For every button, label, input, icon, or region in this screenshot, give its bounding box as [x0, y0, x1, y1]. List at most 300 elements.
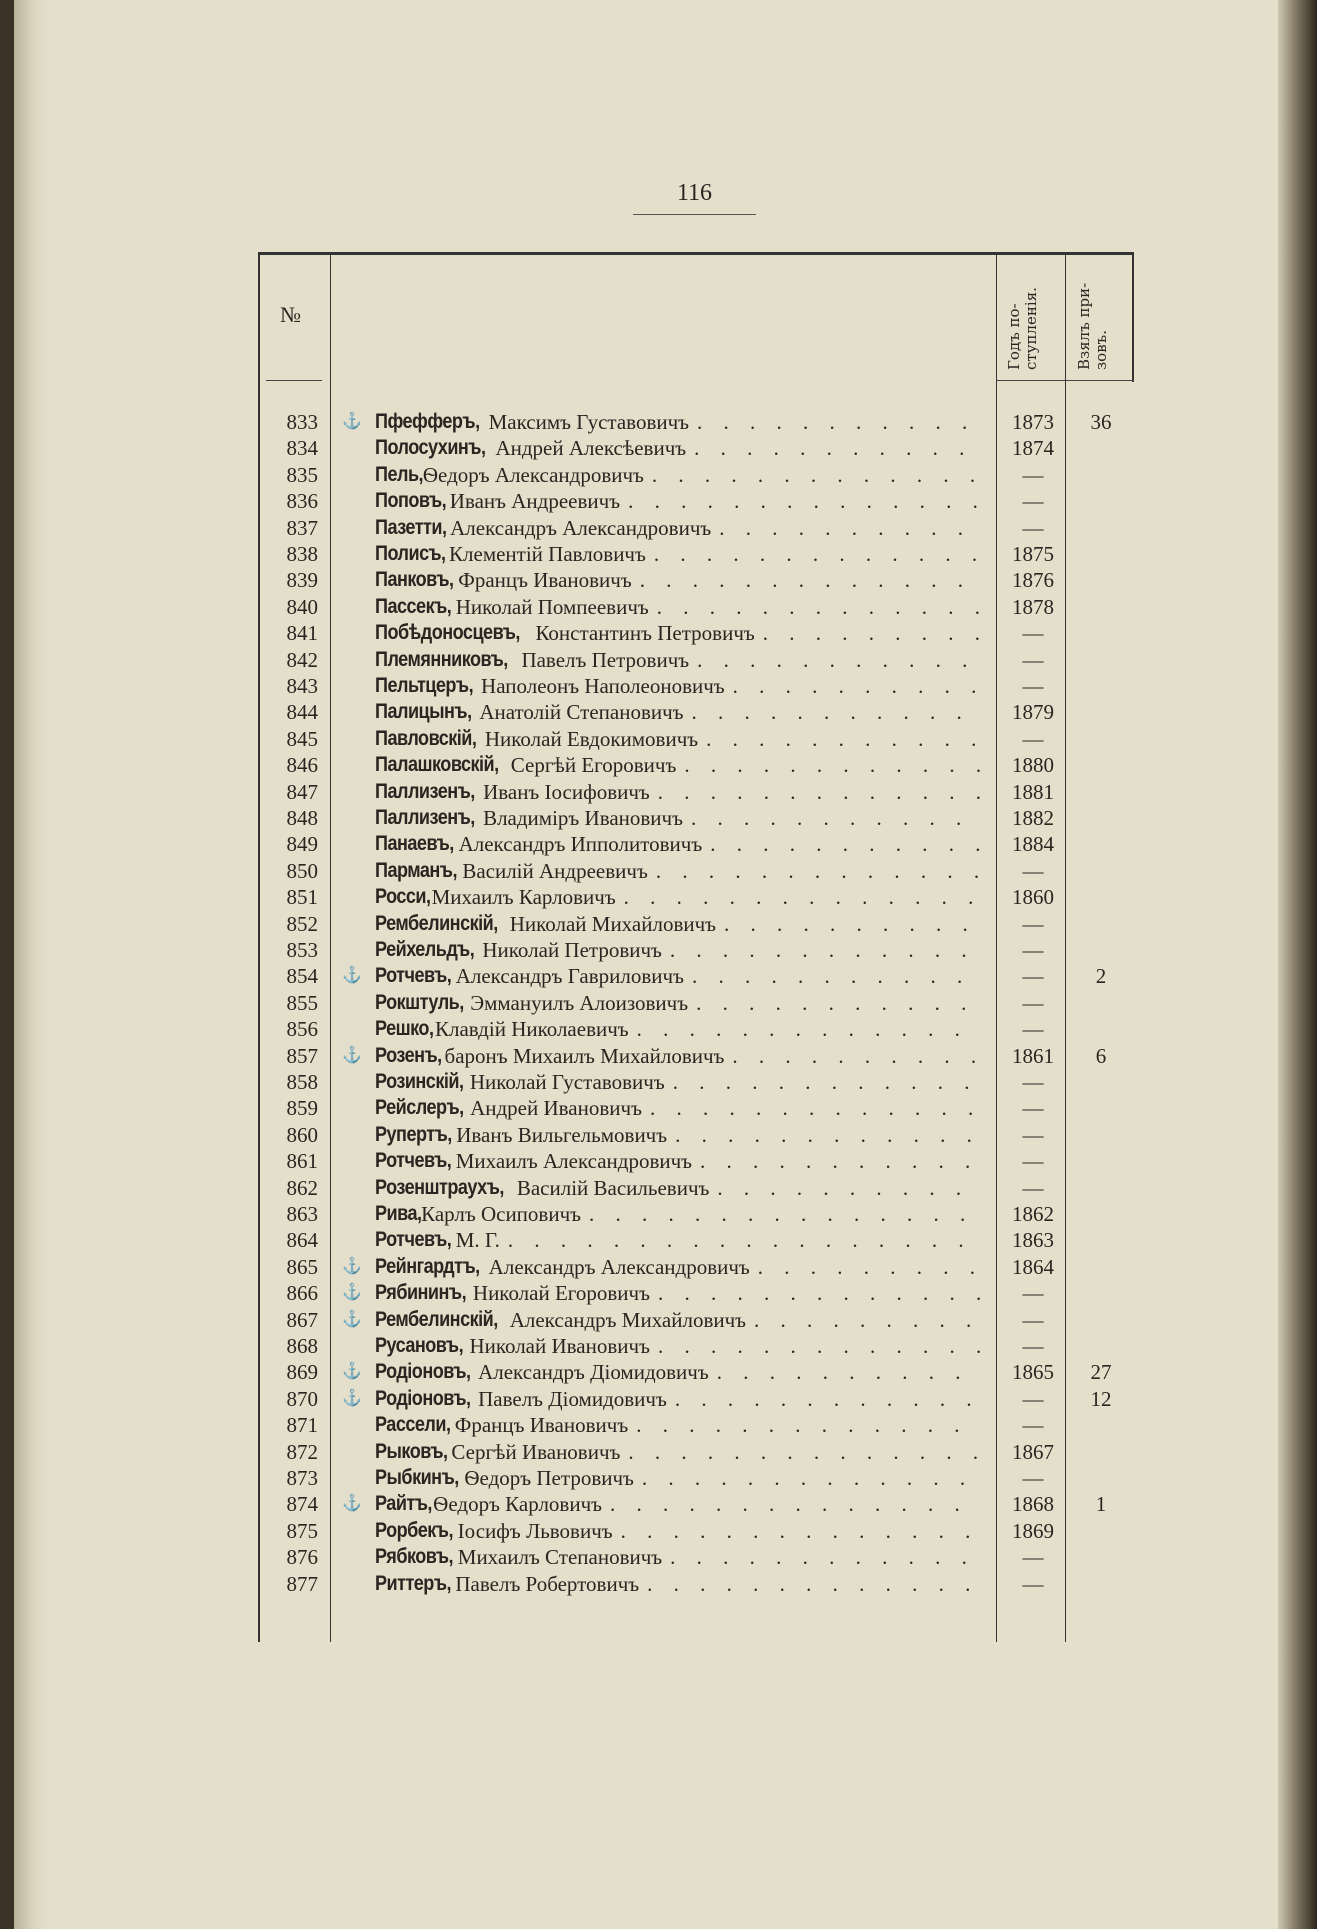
row-number: 868 — [286, 1334, 318, 1358]
table-row — [258, 1122, 1134, 1148]
given-names: М. Г. — [455, 1228, 500, 1253]
row-number: 863 — [286, 1202, 318, 1226]
row-number: 870 — [286, 1386, 318, 1411]
leader-dots — [581, 1201, 980, 1227]
person-name — [375, 1201, 980, 1227]
year-of-entry: 1860 — [1012, 885, 1054, 910]
person-name — [375, 1122, 980, 1148]
person-name — [375, 1491, 980, 1517]
row-number: 874 — [286, 1492, 318, 1517]
person-name — [375, 1333, 980, 1359]
table-top-border — [258, 252, 1134, 255]
surname: Пассекъ, — [375, 594, 452, 618]
given-names: Сергѣй Ивановичъ — [451, 1439, 621, 1464]
person-name — [375, 858, 980, 884]
person-name — [375, 726, 980, 752]
year-of-entry: 1884 — [1012, 832, 1054, 857]
row-number: 845 — [286, 726, 318, 751]
page-number-rule — [633, 214, 756, 215]
row-number: 834 — [286, 436, 318, 461]
leader-dots — [650, 1280, 980, 1306]
leader-dots — [688, 990, 980, 1016]
prizes-taken: 1 — [1095, 1492, 1107, 1517]
surname: Ротчевъ, — [375, 1228, 452, 1252]
leader-dots — [620, 1439, 980, 1465]
table-row — [258, 1386, 1134, 1412]
surname: Племянниковъ, — [375, 647, 508, 671]
row-number: 852 — [286, 911, 318, 936]
table-row — [258, 963, 1134, 989]
surname: Розинскій, — [375, 1070, 464, 1093]
given-names: Иванъ Іосифовичъ — [483, 779, 650, 804]
table-row — [258, 779, 1134, 805]
year-of-entry: — — [1022, 1122, 1044, 1147]
year-of-entry: — — [1022, 515, 1044, 540]
leader-dots — [639, 1571, 980, 1597]
table-row — [258, 1544, 1134, 1570]
prizes-taken: 12 — [1090, 1386, 1112, 1411]
surname: Поповъ, — [375, 489, 447, 513]
person-name — [375, 1571, 980, 1597]
surname: Панаевъ, — [375, 832, 454, 856]
given-names: Эммануилъ Алоизовичъ — [470, 990, 689, 1015]
person-name — [375, 1227, 980, 1253]
person-name — [375, 990, 980, 1016]
anchor-icon: ⚓ — [342, 1284, 362, 1302]
surname: Побѣдоносцевъ, — [375, 621, 520, 645]
surname: Рейнгардтъ, — [375, 1254, 480, 1278]
row-number: 855 — [286, 990, 318, 1015]
leader-dots — [667, 1386, 980, 1412]
table-row — [258, 1412, 1134, 1438]
row-number: 858 — [286, 1070, 318, 1094]
year-of-entry: 1880 — [1012, 753, 1054, 778]
surname: Рейхельдъ, — [375, 938, 475, 961]
year-of-entry: — — [1022, 1307, 1044, 1332]
register-table — [258, 252, 1134, 1642]
given-names: Александръ Гавриловичъ — [455, 964, 684, 989]
row-number: 864 — [286, 1228, 318, 1253]
year-of-entry: — — [1022, 1281, 1044, 1306]
given-names: Константинъ Петровичъ — [535, 621, 755, 646]
anchor-icon: ⚓ — [342, 1495, 362, 1513]
year-of-entry: — — [1022, 938, 1044, 962]
table-row — [258, 884, 1134, 910]
leader-dots — [711, 515, 980, 541]
row-number: 837 — [286, 515, 318, 540]
given-names: Владиміръ Ивановичъ — [483, 806, 683, 830]
given-names: Павелъ Діомидовичъ — [478, 1386, 667, 1411]
given-names: Михаилъ Степановичъ — [457, 1545, 663, 1570]
person-name — [375, 752, 980, 778]
surname: Райтъ, — [375, 1492, 432, 1516]
given-names: Андрей Ивановичъ — [470, 1096, 642, 1121]
table-row — [258, 435, 1134, 461]
given-names: Сергѣй Егоровичъ — [510, 753, 677, 778]
table-row — [258, 620, 1134, 646]
table-row — [258, 990, 1134, 1016]
given-names: Андрей Алексѣевичъ — [495, 436, 687, 461]
year-of-entry: 1873 — [1012, 410, 1054, 434]
year-of-entry: 1867 — [1012, 1439, 1054, 1464]
row-number: 833 — [286, 410, 318, 434]
given-names: Николай Ивановичъ — [469, 1334, 650, 1358]
year-of-entry: 1861 — [1012, 1043, 1054, 1068]
given-names: Николай Петровичъ — [482, 938, 662, 962]
given-names: Ѳедоръ Александровичъ — [422, 462, 644, 487]
table-row — [258, 1043, 1134, 1069]
surname: Родіоновъ, — [375, 1386, 471, 1410]
given-names: Михаилъ Александровичъ — [455, 1149, 693, 1174]
given-names: Иванъ Вильгельмовичъ — [456, 1122, 668, 1147]
row-number: 850 — [286, 858, 318, 883]
leader-dots — [689, 647, 980, 673]
leader-dots — [644, 462, 980, 488]
leader-dots — [648, 858, 980, 884]
table-row — [258, 673, 1134, 699]
person-name — [375, 805, 980, 831]
surname: Парманъ, — [375, 858, 457, 882]
person-name — [375, 779, 980, 805]
row-number: 835 — [286, 462, 318, 487]
row-number: 867 — [286, 1307, 318, 1332]
leader-dots — [650, 1333, 980, 1359]
surname: Рыбкинъ, — [375, 1466, 459, 1489]
year-of-entry: — — [1022, 911, 1044, 936]
given-names: Максимъ Густавовичъ — [488, 410, 690, 434]
surname: Рокштуль, — [375, 990, 464, 1014]
given-names: Клавдій Николаевичъ — [434, 1017, 629, 1042]
table-row — [258, 858, 1134, 884]
table-row — [258, 515, 1134, 541]
surname: Полосухинъ, — [375, 436, 486, 460]
leader-dots — [613, 1518, 980, 1544]
given-names: баронъ Михаилъ Михайловичъ — [444, 1043, 725, 1068]
table-row — [258, 1571, 1134, 1597]
given-names: Ѳедоръ Карловичъ — [433, 1492, 603, 1517]
page-number: 116 — [676, 180, 713, 206]
surname: Рембелинскій, — [375, 1307, 498, 1331]
given-names: Карлъ Осиповичъ — [421, 1202, 581, 1226]
leader-dots — [646, 541, 980, 567]
surname: Рябковъ, — [375, 1545, 454, 1569]
given-names: Павелъ Робертовичъ — [455, 1571, 640, 1596]
given-names: Павелъ Петровичъ — [521, 647, 690, 672]
given-names: Николай Помпеевичъ — [455, 594, 649, 619]
leader-dots — [724, 1043, 980, 1069]
year-of-entry: — — [1022, 1413, 1044, 1438]
person-name — [375, 937, 980, 963]
table-row — [258, 805, 1134, 831]
table-row — [258, 1069, 1134, 1095]
leader-dots — [686, 435, 980, 461]
table-row — [258, 752, 1134, 778]
surname: Рыковъ, — [375, 1439, 448, 1463]
person-name — [375, 1439, 980, 1465]
table-row — [258, 647, 1134, 673]
year-of-entry: — — [1022, 1017, 1044, 1042]
row-number: 836 — [286, 489, 318, 514]
table-row — [258, 1095, 1134, 1121]
person-name — [375, 620, 980, 646]
surname: Паллизенъ, — [375, 806, 475, 829]
given-names: Михаилъ Карловичъ — [431, 885, 616, 910]
row-number: 872 — [286, 1439, 318, 1464]
year-of-entry: — — [1022, 1096, 1044, 1121]
prizes-taken: 6 — [1095, 1043, 1107, 1068]
leader-dots — [683, 805, 980, 831]
surname: Рупертъ, — [375, 1122, 452, 1146]
person-name — [375, 1412, 980, 1438]
person-name — [375, 1386, 980, 1412]
row-number: 859 — [286, 1096, 318, 1121]
person-name — [375, 1280, 980, 1306]
anchor-icon: ⚓ — [342, 967, 362, 985]
leader-dots — [629, 1016, 980, 1042]
person-name — [375, 911, 980, 937]
given-names: Анатолій Степановичъ — [479, 700, 684, 725]
surname: Росси, — [375, 885, 431, 909]
row-number: 865 — [286, 1254, 318, 1279]
leader-dots — [702, 831, 980, 857]
leader-dots — [698, 726, 980, 752]
given-names: Іосифъ Львовичъ — [457, 1518, 613, 1543]
row-number: 854 — [286, 964, 318, 989]
table-row — [258, 1148, 1134, 1174]
year-of-entry: — — [1022, 1334, 1044, 1358]
leader-dots — [500, 1227, 980, 1253]
surname: Ротчевъ, — [375, 964, 452, 988]
person-name — [375, 963, 980, 989]
year-of-entry: 1862 — [1012, 1202, 1054, 1226]
row-number: 860 — [286, 1122, 318, 1147]
year-of-entry: — — [1022, 858, 1044, 883]
leader-dots — [709, 1359, 980, 1385]
table-row — [258, 1175, 1134, 1201]
table-row — [258, 1016, 1134, 1042]
year-of-entry: — — [1022, 1070, 1044, 1094]
leader-dots — [684, 963, 980, 989]
anchor-icon: ⚓ — [342, 1257, 362, 1275]
person-name — [375, 515, 980, 541]
leader-dots — [602, 1491, 980, 1517]
table-row — [258, 567, 1134, 593]
surname: Пфефферъ, — [375, 410, 480, 433]
given-names: Николай Густавовичъ — [469, 1070, 665, 1094]
given-names: Александръ Александровичъ — [488, 1254, 750, 1279]
year-of-entry: 1869 — [1012, 1518, 1054, 1543]
person-name — [375, 594, 980, 620]
header-rule-right — [996, 380, 1134, 381]
surname: Родіоновъ, — [375, 1360, 471, 1384]
row-number: 877 — [286, 1571, 318, 1596]
surname: Решко, — [375, 1017, 434, 1041]
leader-dots — [709, 1175, 980, 1201]
year-of-entry: — — [1022, 964, 1044, 989]
table-row — [258, 541, 1134, 567]
surname: Пель, — [375, 462, 424, 486]
table-row — [258, 699, 1134, 725]
year-of-entry: 1882 — [1012, 806, 1054, 830]
year-of-entry: — — [1022, 1571, 1044, 1596]
person-name — [375, 1069, 980, 1095]
leader-dots — [642, 1095, 980, 1121]
table-row — [258, 594, 1134, 620]
anchor-icon: ⚓ — [342, 413, 362, 430]
year-of-entry: 1874 — [1012, 436, 1054, 461]
given-names: Александръ Михайловичъ — [509, 1307, 747, 1332]
leader-dots — [667, 1122, 980, 1148]
surname: Павловскій, — [375, 726, 477, 750]
surname: Паллизенъ, — [375, 779, 475, 803]
row-number: 853 — [286, 938, 318, 962]
row-number: 869 — [286, 1360, 318, 1385]
leader-dots — [684, 699, 980, 725]
surname: Русановъ, — [375, 1334, 464, 1357]
anchor-icon: ⚓ — [342, 1310, 362, 1328]
row-number: 861 — [286, 1149, 318, 1174]
year-of-entry: — — [1022, 647, 1044, 672]
page-edge-left — [14, 0, 48, 1929]
person-name — [375, 831, 980, 857]
leader-dots — [755, 620, 980, 646]
leader-dots — [632, 567, 980, 593]
leader-dots — [750, 1254, 980, 1280]
person-name — [375, 1148, 980, 1174]
leader-dots — [689, 409, 980, 435]
surname: Рейслеръ, — [375, 1096, 464, 1120]
person-name — [375, 435, 980, 461]
leader-dots — [662, 1544, 980, 1570]
table-row — [258, 488, 1134, 514]
surname: Панковъ, — [375, 568, 454, 592]
prizes-taken: 2 — [1095, 964, 1107, 989]
year-of-entry: — — [1022, 1386, 1044, 1411]
year-of-entry: — — [1022, 1175, 1044, 1200]
row-number: 841 — [286, 621, 318, 646]
row-number: 838 — [286, 542, 318, 566]
year-of-entry: — — [1022, 621, 1044, 646]
surname: Пазетти, — [375, 515, 447, 539]
row-number: 844 — [286, 700, 318, 725]
table-row — [258, 1254, 1134, 1280]
table-row — [258, 1439, 1134, 1465]
leader-dots — [620, 488, 980, 514]
year-of-entry: 1881 — [1012, 779, 1054, 804]
prizes-taken: 27 — [1090, 1360, 1112, 1385]
person-name — [375, 488, 980, 514]
row-number: 840 — [286, 594, 318, 619]
leader-dots — [650, 779, 980, 805]
row-number: 866 — [286, 1281, 318, 1306]
year-of-entry: 1864 — [1012, 1254, 1054, 1279]
leader-dots — [662, 937, 980, 963]
table-row — [258, 1201, 1134, 1227]
row-number: 876 — [286, 1545, 318, 1570]
given-names: Василій Васильевичъ — [516, 1175, 710, 1200]
table-row — [258, 1465, 1134, 1491]
header-rule-number — [266, 380, 322, 381]
surname: Рорбекъ, — [375, 1518, 453, 1542]
row-number: 842 — [286, 647, 318, 672]
person-name — [375, 1307, 980, 1333]
person-name — [375, 1016, 980, 1042]
year-of-entry: — — [1022, 990, 1044, 1015]
row-number: 843 — [286, 674, 318, 698]
given-names: Николай Егоровичъ — [472, 1281, 650, 1306]
person-name — [375, 1544, 980, 1570]
year-of-entry: 1868 — [1012, 1492, 1054, 1517]
surname: Розенштраухъ, — [375, 1175, 504, 1199]
row-number: 856 — [286, 1017, 318, 1042]
header-prizes-taken: Взялъ при- зовъ. — [1075, 282, 1110, 370]
table-row — [258, 937, 1134, 963]
table-row — [258, 1491, 1134, 1517]
table-row — [258, 726, 1134, 752]
leader-dots — [725, 673, 980, 699]
surname: Палашковскій, — [375, 753, 499, 777]
year-of-entry: — — [1022, 462, 1044, 487]
person-name — [375, 647, 980, 673]
surname: Ротчевъ, — [375, 1149, 452, 1173]
row-number: 851 — [286, 885, 318, 910]
table-row — [258, 1227, 1134, 1253]
given-names: Наполеонъ Наполеоновичъ — [481, 674, 725, 698]
leader-dots — [746, 1307, 980, 1333]
surname: Рябининъ, — [375, 1281, 467, 1305]
given-names: Николай Михайловичъ — [509, 911, 717, 936]
leader-dots — [634, 1465, 980, 1491]
year-of-entry: 1879 — [1012, 700, 1054, 725]
surname: Рива, — [375, 1202, 422, 1225]
given-names: Клементій Павловичъ — [449, 542, 646, 566]
year-of-entry: — — [1022, 1466, 1044, 1490]
table-row — [258, 1307, 1134, 1333]
year-of-entry: 1875 — [1012, 542, 1054, 566]
table-row — [258, 831, 1134, 857]
person-name — [375, 541, 980, 567]
leader-dots — [692, 1148, 980, 1174]
table-row — [258, 1359, 1134, 1385]
anchor-icon: ⚓ — [342, 1363, 362, 1381]
leader-dots — [665, 1069, 980, 1095]
row-number: 857 — [286, 1043, 318, 1068]
leader-dots — [716, 911, 980, 937]
leader-dots — [649, 594, 980, 620]
year-of-entry: — — [1022, 489, 1044, 514]
person-name — [375, 673, 980, 699]
year-of-entry: — — [1022, 674, 1044, 698]
year-of-entry: 1865 — [1012, 1360, 1054, 1385]
table-row — [258, 1333, 1134, 1359]
row-number: 875 — [286, 1518, 318, 1543]
row-number: 862 — [286, 1175, 318, 1200]
surname: Полисъ, — [375, 542, 446, 565]
given-names: Александръ Александровичъ — [450, 515, 712, 540]
row-number: 848 — [286, 806, 318, 830]
year-of-entry: 1876 — [1012, 568, 1054, 593]
year-of-entry: 1878 — [1012, 594, 1054, 619]
given-names: Францъ Ивановичъ — [458, 568, 632, 593]
anchor-icon: ⚓ — [342, 1046, 362, 1064]
leader-dots — [628, 1412, 980, 1438]
table-row — [258, 1280, 1134, 1306]
row-number: 873 — [286, 1466, 318, 1490]
row-number: 839 — [286, 568, 318, 593]
header-year-of-entry: Годъ по- ступленія. — [1005, 287, 1040, 370]
person-name — [375, 1465, 980, 1491]
table-row — [258, 462, 1134, 488]
